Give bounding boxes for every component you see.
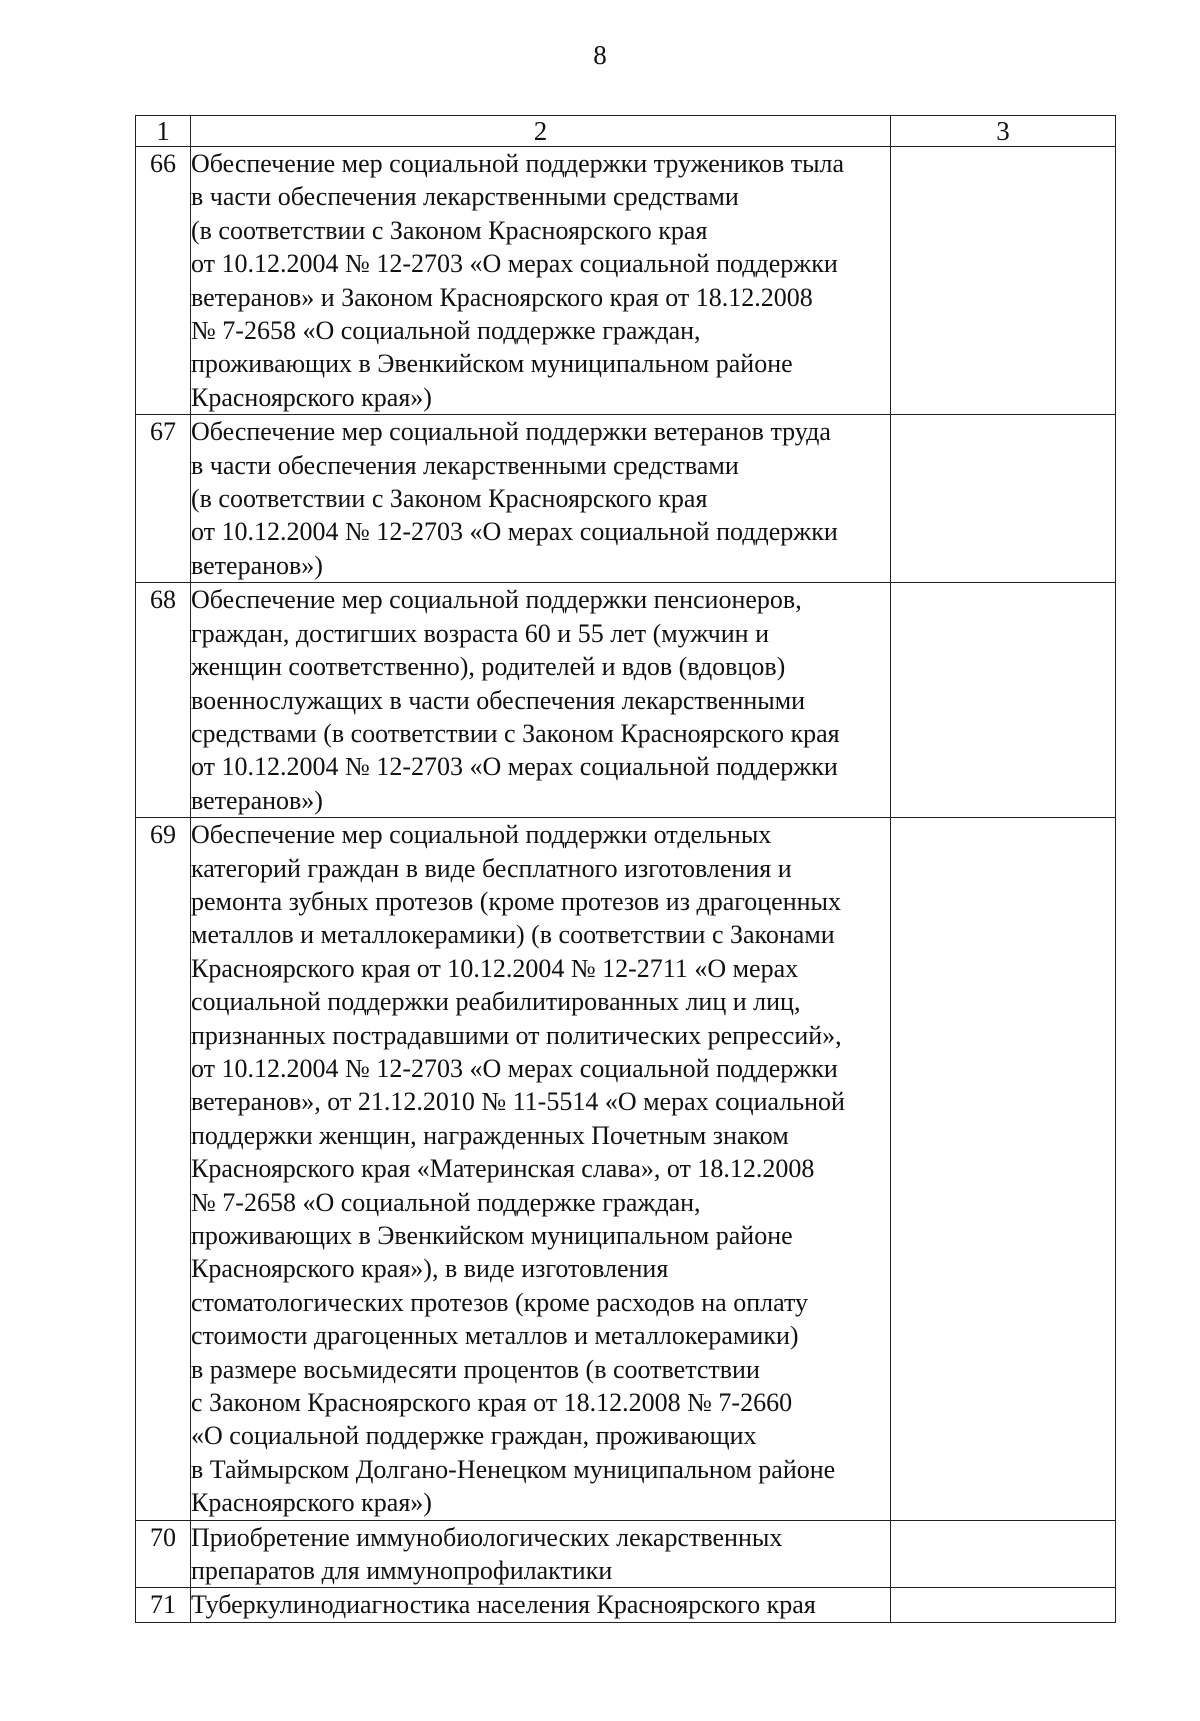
description-line: ветеранов»): [191, 785, 323, 815]
row-description: [191, 415, 891, 583]
description-line: в части обеспечения лекарственными средствами: [191, 450, 739, 480]
description-line: проживающих в Эвенкийском муниципальном районе: [191, 349, 793, 379]
description-line: социальной поддержки реабилитированных лиц и лиц,: [191, 987, 801, 1017]
table-row: [136, 1520, 1116, 1588]
budget-items-table: [135, 115, 1116, 1623]
description-line: с Законом Красноярского края от 18.12.2008 № 7-2660: [191, 1388, 793, 1418]
description-line: Обеспечение мер социальной поддержки ветеранов труда: [191, 417, 831, 447]
description-line: граждан, достигших возраста 60 и 55 лет (мужчин и: [191, 618, 770, 648]
description-line: Красноярского края «Материнская слава», от 18.12.2008: [191, 1154, 815, 1184]
description-line: Красноярского края»): [191, 1488, 432, 1518]
row-number: 66: [136, 147, 191, 415]
table-row: [136, 147, 1116, 415]
column-header-2: 2: [191, 116, 891, 147]
row-column-3: [891, 583, 1116, 818]
description-line: стоматологических протезов (кроме расходов на оплату: [191, 1287, 808, 1317]
row-number: 70: [136, 1520, 191, 1588]
description-line: Обеспечение мер социальной поддержки отдельных: [191, 820, 772, 850]
description-line: Красноярского края»), в виде изготовления: [191, 1254, 669, 1284]
description-line: от 10.12.2004 № 12-2703 «О мерах социальной поддержки: [191, 249, 838, 279]
row-column-3: [891, 1588, 1116, 1622]
row-column-3: [891, 415, 1116, 583]
row-description: [191, 1520, 891, 1588]
description-line: категорий граждан в виде бесплатного изготовления и: [191, 853, 792, 883]
description-line: признанных пострадавшими от политических репрессий»,: [191, 1020, 842, 1050]
table-row: [136, 818, 1116, 1521]
description-line: (в соответствии с Законом Красноярского края: [191, 215, 708, 245]
table-body: [136, 147, 1116, 1623]
description-line: в Таймырском Долгано-Ненецком муниципальном районе: [191, 1454, 836, 1484]
description-line: Туберкулинодиагностика населения Красноярского края: [191, 1590, 816, 1620]
row-column-3: [891, 147, 1116, 415]
description-line: в размере восьмидесяти процентов (в соответствии: [191, 1354, 760, 1384]
description-line: металлов и металлокерамики) (в соответствии с Законами: [191, 920, 835, 950]
description-line: проживающих в Эвенкийском муниципальном районе: [191, 1221, 793, 1250]
row-column-3: [891, 1520, 1116, 1588]
description-line: ремонта зубных протезов (кроме протезов из драгоценных: [191, 886, 841, 916]
row-description: [191, 147, 891, 415]
description-line: «О социальной поддержке граждан, проживающих: [191, 1421, 757, 1451]
row-number: 68: [136, 583, 191, 818]
description-line: № 7-2658 «О социальной поддержке граждан,: [191, 316, 701, 346]
row-description: [191, 818, 891, 1521]
description-line: ветеранов» и Законом Красноярского края от 18.12.2008: [191, 282, 813, 312]
row-number: 71: [136, 1588, 191, 1622]
description-line: ветеранов»): [191, 550, 323, 580]
column-header-3: 3: [891, 116, 1116, 147]
description-line: в части обеспечения лекарственными средствами: [191, 182, 739, 212]
description-line: Обеспечение мер социальной поддержки пенсионеров,: [191, 585, 802, 615]
description-line: Приобретение иммунобиологических лекарственных: [191, 1522, 783, 1552]
row-description: [191, 583, 891, 818]
description-line: от 10.12.2004 № 12-2703 «О мерах социальной поддержки: [191, 1053, 838, 1083]
row-column-3: [891, 818, 1116, 1521]
page-number: 8: [593, 40, 607, 70]
description-line: Красноярского края от 10.12.2004 № 12-2711 «О мерах: [191, 953, 799, 983]
description-line: препаратов для иммунопрофилактики: [191, 1556, 613, 1586]
table-row: [136, 415, 1116, 583]
description-line: средствами (в соответствии с Законом Красноярского края: [191, 718, 840, 748]
row-description: [191, 1588, 891, 1622]
description-line: от 10.12.2004 № 12-2703 «О мерах социальной поддержки: [191, 752, 838, 782]
column-header-1: 1: [136, 116, 191, 147]
description-line: стоимости драгоценных металлов и металлокерамики): [191, 1321, 799, 1351]
description-line: (в соответствии с Законом Красноярского края: [191, 484, 708, 514]
description-line: № 7-2658 «О социальной поддержке граждан,: [191, 1187, 701, 1217]
description-line: поддержки женщин, награжденных Почетным знаком: [191, 1120, 789, 1150]
table-header-row: [136, 116, 1116, 147]
description-line: военнослужащих в части обеспечения лекарственными: [191, 685, 806, 715]
description-line: от 10.12.2004 № 12-2703 «О мерах социальной поддержки: [191, 517, 838, 547]
row-number: 69: [136, 818, 191, 1521]
description-line: ветеранов», от 21.12.2010 № 11-5514 «О мерах социальной: [191, 1087, 845, 1117]
table-row: [136, 583, 1116, 818]
description-line: Красноярского края»): [191, 382, 432, 412]
row-number: 67: [136, 415, 191, 583]
table-row: [136, 1588, 1116, 1622]
description-line: женщин соответственно), родителей и вдов (вдовцов): [191, 652, 786, 682]
description-line: Обеспечение мер социальной поддержки тружеников тыла: [191, 149, 845, 178]
